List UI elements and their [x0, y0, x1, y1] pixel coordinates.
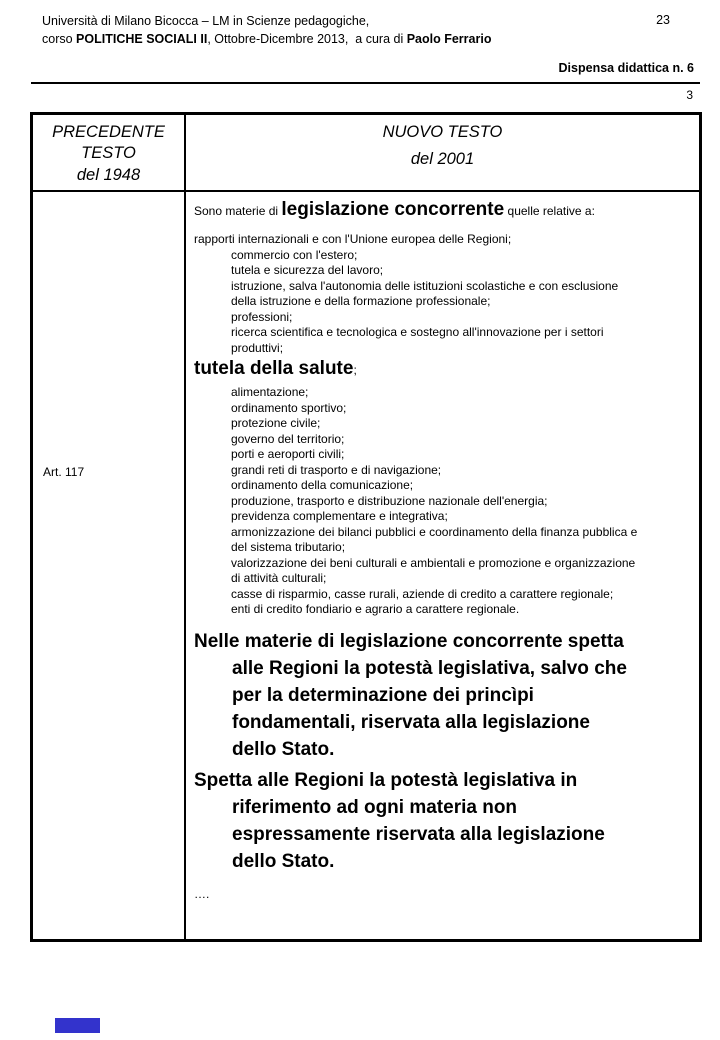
- old-column-subtitle: del 1948: [76, 166, 141, 184]
- materia-line: ordinamento della comunicazione;: [231, 478, 414, 492]
- course-dates: , Ottobre-Dicembre 2013, a cura di: [207, 31, 407, 46]
- paragraph-line: dello Stato.: [232, 738, 335, 760]
- materia-line: produzione, trasporto e distribuzione nazionale dell'energia;: [231, 493, 548, 508]
- old-column-title: PRECEDENTE TESTO: [52, 123, 165, 162]
- materia-line: protezione civile;: [231, 416, 321, 430]
- salute-highlight: tutela della salute: [194, 358, 354, 379]
- materia-line: della istruzione e della formazione professionale;: [231, 294, 491, 308]
- old-text-cell: [33, 192, 186, 939]
- paragraph-potesta-regioni: [194, 767, 685, 875]
- dispensa-label: Dispensa didattica n. 6: [558, 61, 694, 75]
- intro-line: [194, 198, 685, 223]
- materia-line: previdenza complementare e integrativa;: [231, 509, 448, 523]
- materia-line: ricerca scientifica e tecnologica e sostegno all'innovazione per i settori: [231, 325, 604, 339]
- salute-post: ;: [353, 363, 357, 377]
- new-text-column-header: [186, 115, 699, 192]
- course-title: POLITICHE SOCIALI II: [76, 31, 208, 46]
- paragraph-line: riferimento ad ogni materia non: [232, 796, 518, 818]
- materie-list-2: [231, 385, 685, 618]
- paragraph-line: alle Regioni la potestà legislativa, salvo che: [232, 657, 627, 679]
- materia-line: enti di credito fondiario e agrario a carattere regionale.: [231, 602, 520, 616]
- materie-list-1: [231, 248, 685, 357]
- paragraph-line: Nelle materie di legislazione concorrente spetta: [194, 630, 624, 652]
- materia-line: ordinamento sportivo;: [231, 400, 347, 415]
- materia-line: produttivi;: [231, 340, 284, 355]
- intro-pre: Sono materie di: [194, 204, 282, 218]
- header: [42, 13, 622, 48]
- footer-accent-bar: [55, 1018, 100, 1033]
- intro-highlight: legislazione concorrente: [281, 199, 505, 220]
- header-line2: [42, 31, 622, 49]
- materia-line: armonizzazione dei bilanci pubblici e coordinamento della finanza pubblica e: [231, 524, 638, 539]
- new-text-cell: [186, 192, 699, 939]
- page-number: 23: [656, 13, 670, 27]
- materia-line: porti e aeroporti civili;: [231, 447, 345, 461]
- materia-line: commercio con l'estero;: [231, 247, 358, 262]
- comparison-table: [30, 112, 702, 942]
- materia-line: alimentazione;: [231, 385, 309, 399]
- paragraph-line: per la determinazione dei princìpi: [232, 684, 534, 706]
- new-column-subtitle: del 2001: [410, 150, 475, 168]
- intro-post: quelle relative a:: [504, 204, 595, 218]
- slide-number: 3: [686, 88, 693, 102]
- materia-line: del sistema tributario;: [231, 540, 346, 554]
- materia-line: professioni;: [231, 309, 293, 324]
- paragraph-line: Spetta alle Regioni la potestà legislativa in: [194, 769, 578, 791]
- author-name: Paolo Ferrario: [406, 31, 492, 46]
- trailing-dots: ….: [194, 886, 210, 901]
- header-divider-rule: [31, 82, 700, 84]
- article-reference: Art. 117: [43, 465, 85, 479]
- materia-line: governo del territorio;: [231, 431, 345, 446]
- materia-line: grandi reti di trasporto e di navigazione;: [231, 462, 442, 477]
- old-text-column-header: [33, 115, 186, 192]
- paragraph-line: espressamente riservata alla legislazione: [232, 823, 605, 845]
- new-column-title: NUOVO TESTO: [382, 123, 503, 141]
- materia-line: casse di risparmio, casse rurali, aziende di credito a carattere regionale;: [231, 586, 614, 601]
- materia-first-line: rapporti internazionali e con l'Unione europea delle Regioni;: [194, 232, 512, 246]
- salute-line: [194, 356, 685, 383]
- materia-line: tutela e sicurezza del lavoro;: [231, 263, 384, 277]
- paragraph-line: fondamentali, riservata alla legislazione: [232, 711, 590, 733]
- header-line1: Università di Milano Bicocca – LM in Scienze pedagogiche,: [42, 14, 370, 28]
- materia-line: di attività culturali;: [231, 571, 327, 585]
- paragraph-line: dello Stato.: [232, 850, 335, 872]
- course-prefix: corso: [42, 31, 77, 46]
- materia-line: valorizzazione dei beni culturali e ambientali e promozione e organizzazione: [231, 555, 636, 570]
- materia-line: istruzione, salva l'autonomia delle istituzioni scolastiche e con esclusione: [231, 278, 619, 293]
- paragraph-legislazione-concorrente: [194, 628, 685, 763]
